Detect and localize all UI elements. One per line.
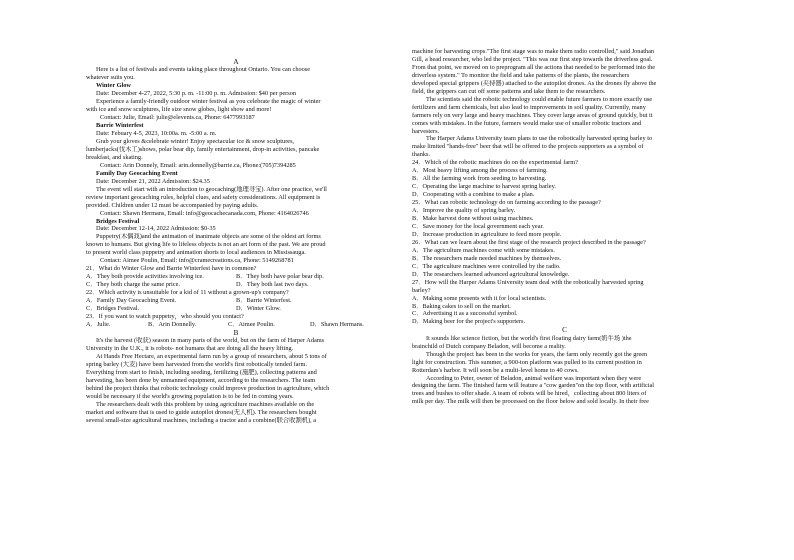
paragraph-line: It sounds like science fiction, but the world's first floating dairy farm(奶牛场 )the [426,334,632,342]
option-b[interactable]: B．They both have polar bear dip. [236,273,324,281]
question-27-stem: barley? [412,286,431,294]
event-desc: with ice and snow sculptures, life size snow globes, light show and more! [86,106,272,114]
option-d[interactable]: D．Shawn Hermans. [310,320,364,328]
section-b-heading: B [233,328,239,337]
event-contact: Contact: Arin Donnely, Email: arin.donnelly@barrie.ca, Phone:(705)7394285 [100,161,296,169]
event-desc: breakfast, and skating. [86,153,143,161]
option-a[interactable]: A．Most heavy lifting among the process of farming. [412,167,548,175]
paragraph-line: Rotterdam's harbor. It will soon be a multi-level home to 40 cows. [412,366,579,374]
question-21-options [86,273,386,281]
event-desc: Grab your gloves &celebrate winter! Enjoy spectacular ice & snow sculptures, [96,137,295,145]
intro-line: whatever suits you. [86,74,135,82]
paragraph-line: University in the U.K., it is robots- not humans that are doing all the heavy lifting. [86,345,294,353]
option-d[interactable]: D．Making beer for the project's supporters. [412,318,526,326]
event-desc: to present world class puppetry and animation shorts to local audiences in Mississauga. [86,249,306,257]
paragraph-line: make limited "hands-free" beer that will be offered to the projects supporters as a symbol of [412,143,644,151]
paragraph-line: field, the grippers can cut off some patterns and take them to the researchers. [412,87,606,95]
event-title-winter-glow: Winter Glow [96,82,131,90]
option-c[interactable]: C．Operating the large machine to harvest spring barley. [412,183,556,191]
event-contact: Contact: Aimee Poulin, Email: info@cramecreations.ca, Phone: 5149268781 [100,257,294,265]
paragraph-line: machine for harvesting crops."The first stage was to make them radio controlled," said Jonathan [412,48,655,55]
option-c[interactable]: C．Save money for the local government each year. [412,222,544,230]
event-date: Date: December 12-14, 2022 Admission: $0-35 [96,225,216,233]
question-22-options [86,305,386,313]
paragraph-line: Everything from start to finish, including seeding, fertilizing (施肥), collecting patterns and [86,369,317,377]
event-contact: Contact: Julie, Email: julie@elevents.ca, Phone: 6477993187 [100,114,255,122]
option-b[interactable]: B．The researchers made needed machines by themselves. [412,254,562,262]
option-a[interactable]: A．Julie. [86,320,111,328]
paragraph-line: behind the project thinks that robotic technology could improve production in agriculture, which [86,384,330,392]
option-b[interactable]: B．All the farming work from seeding to harvesting. [412,175,547,183]
event-title-bridges: Bridges Festival [96,217,140,225]
option-b[interactable]: B．Arin Donnelly. [148,320,197,328]
option-c[interactable]: C．Advertising it as a successful symbol. [412,310,518,318]
question-24-stem: 24．Which of the robotic machines do on the experimental farm? [412,159,578,167]
event-date: Date: December 21, 2022 Admission: $24.35 [96,177,210,185]
option-b[interactable]: B．Make harvest done without using machines. [412,215,534,223]
event-date: Date: December 4-27, 2022, 5:30 p. m. -11:00 p. m. Admission: $40 per person [96,90,297,98]
question-21-options [86,281,386,289]
question-23-options [86,321,386,329]
paragraph-line: From that point, we moved on to preprogram all the actions that needed to be performed into the [412,63,656,71]
question-22-stem: 22．Which activity is unsuitable for a kid of 11 without a grown-up's company? [86,289,289,297]
paragraph-line: harvesting, has been done by unmanned equipment, according to the researchers. The team [86,377,316,385]
paragraph-line: light for construction. This summer, a 900-ton platform was pulled to its current position in [412,358,642,366]
event-desc: provided. Children under 12 must be accompanied by paying adults. [86,201,259,209]
paragraph-line: According to Peter, owner of Beladon, animal welfare was important when they were [426,374,642,382]
option-d[interactable]: D．Winter Glow. [236,305,281,312]
option-c[interactable]: C．Bridges Festival. [86,305,140,312]
paragraph-line: would be necessary if the world's growing population is to be fed in coming years. [86,392,294,400]
option-c[interactable]: C．They both charge the same price. [86,281,180,289]
event-title-barrie-winterfest: Barrie Winterfest [96,122,144,130]
paragraph-line: comes with mistakes. In the future, farmers would make use of smaller robotic tractors and [412,119,642,127]
option-a[interactable]: A．The agriculture machines come with some mistakes. [412,246,555,254]
event-desc: review important geocaching rules, helpful clues, and safety considerations. All equipment is [86,193,321,201]
intro-line: Here is a list of festivals and events taking place throughout Ontario. You can choose [96,66,311,74]
paragraph-line: Though the project has been in the works for years, the farm only recently got the green [426,350,648,358]
option-a[interactable]: A．Family Day Geocaching Event. [86,297,177,305]
right-column [412,48,717,406]
paragraph-line: farmers rely on very large and heavy machines. They cover large areas of ground quickly, but it [412,111,653,119]
option-c[interactable]: C．Aimee Poulin. [228,320,275,328]
event-desc: lumberjacks(伐木工)shows, polar bear dip, family entertainment, drop-in activities, pancake [86,145,320,153]
event-desc: Puppetry(木偶戏)and the animation of inanimate objects are some of the oldest art forms [96,233,321,241]
option-d[interactable]: D．The researchers learned advanced agricultural knowledge. [412,270,570,278]
paragraph-line: It's the harvest (收获) season in many parts of the world, but on the farm of Harper Adams [96,337,325,345]
paragraph-line: several small-size agricultural machines, including a tractor and a combine(联合收割机), a [86,416,317,424]
paragraph-line: designing the farm. The finished farm will feature a "cow garden"on the top floor, with artificial [412,382,655,390]
event-title-geocaching: Family Day Geocaching Event [96,169,178,177]
event-desc: Experience a family-friendly outdoor winter festival as you celebrate the magic of winter [96,98,321,106]
option-a[interactable]: A．Improve the quality of spring barley. [412,207,516,215]
section-c-heading: C [562,326,567,335]
paragraph-line: fertilizers and farm chemicals, but also lead to improvements in soil quality. Currently, many [412,103,646,111]
option-b[interactable]: B．Barrie Winterfest. [236,297,292,305]
option-d[interactable]: D．Cooperating with a combine to make a plan. [412,191,535,199]
question-22-options [86,297,386,305]
option-a[interactable]: A．They both provide activities involving ice. [86,273,204,281]
paragraph-line: trees and bushes to offer shade. A team of robots will be hired，collecting about 800 liters of [412,390,647,398]
option-d[interactable]: D．Increase production in agriculture to feed more people. [412,230,562,238]
question-25-stem: 25．What can robotic technology do on farming according to the passage? [412,199,601,207]
paragraph-line: The researchers dealt with this problem by using agriculture machines available on the [96,400,315,408]
paragraph-line: developed special grippers (夹持器) attached to the autopilot drones. As the drones fly above the [412,79,657,87]
question-21-stem: 21．What do Winter Glow and Barrie Winterfest have in common? [86,265,257,273]
option-a[interactable]: A．Making some presents with it for local scientists. [412,294,547,302]
paragraph-line: spring barley (大麦) have been harvested from the world's first robotically tended farm. [86,361,307,369]
option-c[interactable]: C．The agriculture machines were controlled by the radio. [412,262,561,270]
event-desc: known to humans. But giving life to lifeless objects is not an art form of the past. We are proud [86,241,326,249]
paragraph-line: thanks. [412,151,431,159]
question-23-stem: 23．If you want to watch puppetry，who should you contact? [86,312,244,320]
paragraph-line: The scientists said the robotic technology could enable future farmers to more exactly use [426,95,653,103]
paragraph-line: market and software that is used to guide autopilot drones(无人机). The researchers bought [86,408,317,416]
event-desc: The event will start with an introduction to geocaching(地理寻宝). After one practice, we'll [96,185,327,193]
left-column [86,58,386,425]
event-contact: Contact: Shawn Hermans, Email: info@geocachecanada.com, Phone: 4164026746 [100,209,309,217]
paragraph-line: driverless system." To monitor the field and take patterns of the plants, the researchers [412,71,630,79]
paragraph-line: brainchild of Dutch company Beladon, will become a reality. [412,342,566,350]
paragraph-line: milk per day. The milk will then be processed on the floor below and sold locally. In their free [412,398,649,406]
option-d[interactable]: D．They both last two days. [236,281,309,289]
question-27-stem: 27．How will the Harper Adams University team deal with the robotically harvested spring [412,278,644,286]
section-a-heading: A [233,58,239,66]
question-26-stem: 26．What can we learn about the first stage of the research project described in the passage? [412,238,646,246]
paragraph-line: At Hands Free Hectare, an experimental farm run by a group of researchers, about 5 tons of [96,353,327,361]
paragraph-line: Gill, a head researcher, who led the project. "This was our first step towards the driverless goal. [412,55,653,63]
event-date: Date: Febuary 4-5, 2023, 10:00a. m. -5:00 a. m. [96,130,217,138]
option-b[interactable]: B．Baking cakes to sell on the market. [412,302,511,310]
paragraph-line: harvesters. [412,127,440,135]
paragraph-line: The Harper Adams University team plans to use the robotically harvested spring barley to [426,135,653,143]
